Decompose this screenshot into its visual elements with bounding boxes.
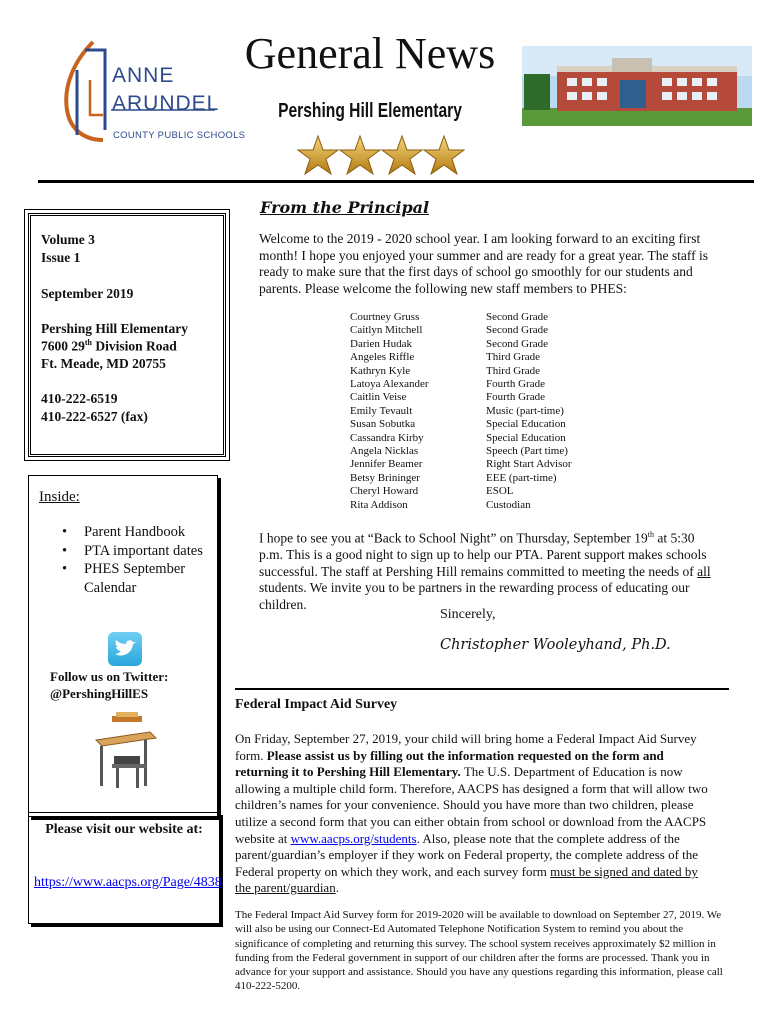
list-item: • Parent Handbook: [62, 523, 212, 542]
sincerely-text: Sincerely,: [440, 607, 496, 622]
logo-text-county: COUNTY PUBLIC SCHOOLS: [113, 130, 246, 141]
staff-name: Emily Tevault: [350, 404, 413, 417]
star-icon: [382, 136, 422, 174]
principal-heading: From the Principal: [260, 198, 430, 217]
staff-name: Courtney Gruss: [350, 311, 420, 323]
school-text: Pershing Hill Elementary: [41, 321, 188, 336]
logo-text-anne: ANNE: [112, 64, 175, 87]
principal-back-to-school-paragraph: I hope to see you at “Back to School Night” on Thursday, September 19th at 5:30 p.m. This is a good night to sign up to help our PTA. Parent support makes schools successful. The staff at Pershing Hill remains committed to meeting the needs of all students. We invite you to be partners in the rewarding process of educating our children.: [259, 530, 711, 612]
twitter-follow-text: [50, 668, 168, 702]
star-icon: [340, 136, 380, 174]
fax-text: 410-222-6527 (fax): [41, 409, 148, 424]
list-item: • PHES September Calendar: [62, 560, 212, 597]
twitter-handle[interactable]: @PershingHillES: [50, 686, 149, 701]
staff-names-list: [350, 311, 429, 512]
staff-role: Fourth Grade: [486, 378, 545, 391]
staff-role: Custodian: [486, 498, 531, 511]
staff-role: Special Education: [486, 418, 566, 431]
staff-name: Cheryl Howard: [350, 485, 419, 498]
aacps-students-link[interactable]: www.aacps.org/students: [290, 830, 417, 846]
info-box: [28, 213, 226, 457]
staff-name: Cassandra Kirby: [350, 431, 424, 444]
staff-role: Special Education: [486, 431, 566, 444]
address-line2: Ft. Meade, MD 20755: [41, 356, 166, 371]
school-name: Pershing Hill Elementary: [278, 100, 462, 122]
stars-row: [296, 130, 466, 180]
staff-role: Fourth Grade: [486, 391, 545, 404]
federal-survey-heading: Federal Impact Aid Survey: [235, 697, 398, 712]
section-divider: [235, 688, 729, 690]
staff-role: Speech (Part time): [486, 445, 568, 458]
list-item: • PTA important dates: [62, 542, 212, 561]
staff-role: Right Start Advisor: [486, 458, 572, 471]
principal-welcome-paragraph: Welcome to the 2019 - 2020 school year. I am looking forward to an exciting first month! I hope you enjoyed your summer and are ready for a great year. The staff is ready to make sure that the first days of school go smoothly for our students and parents. Please welcome the following new staff members to PHES:: [259, 231, 708, 296]
volume-text: Volume 3: [41, 232, 95, 247]
inside-label: Inside:: [39, 489, 80, 505]
staff-role: Second Grade: [486, 324, 549, 337]
staff-role: Second Grade: [486, 337, 549, 350]
follow-label: Follow us on Twitter:: [50, 669, 169, 684]
staff-name: Jennifer Beamer: [350, 458, 423, 471]
inside-list: [62, 523, 212, 597]
staff-role: Third Grade: [486, 351, 541, 364]
staff-role: Third Grade: [486, 364, 541, 377]
staff-name: Caitlyn Mitchell: [350, 324, 423, 337]
date-text: September 2019: [41, 286, 134, 301]
staff-role: EEE (part-time): [486, 471, 557, 484]
website-label: Please visit our website at:: [45, 822, 203, 837]
staff-role: ESOL: [486, 485, 514, 498]
twitter-icon[interactable]: [108, 632, 142, 666]
star-icon: [298, 136, 338, 174]
staff-name: Kathryn Kyle: [350, 364, 411, 377]
staff-roles-list: [486, 311, 572, 512]
staff-name: Darien Hudak: [350, 337, 413, 350]
header-divider: [38, 180, 754, 183]
school-desk-icon: [90, 712, 164, 792]
staff-name: Susan Sobutka: [350, 418, 416, 431]
principal-signature: Christopher Wooleyhand, Ph.D.: [440, 637, 671, 653]
staff-role: Music (part-time): [486, 404, 564, 417]
phone-text: 410-222-6519: [41, 391, 118, 406]
staff-name: Betsy Brininger: [350, 471, 420, 484]
staff-name: Caitlin Veise: [350, 391, 407, 404]
website-link[interactable]: https://www.aacps.org/Page/4838: [34, 875, 222, 890]
staff-name: Angeles Riffle: [350, 351, 415, 364]
federal-survey-paragraph: On Friday, September 27, 2019, your child will bring home a Federal Impact Aid Survey form. Please assist us by filling out the information requested on the form and returning it to Pershing Hill Elementary. The U.S. Department of Education is now allowing a multiple child form. Therefore, AACPS has designed a form that will allow two children’s names for your convenience. Should you have more than two children, please utilize a second form that you can either obtain from school or download from the AACPS website at www.aacps.org/students. Also, please note that the complete address of the parent/guardian’s employer if they work on Federal property, the complete address of the Federal property on which they work, and each survey form must be signed and dated by the parent/guardian.: [235, 731, 708, 896]
staff-name: Angela Nicklas: [350, 445, 419, 458]
staff-name: Rita Addison: [350, 498, 408, 511]
issue-text: Issue 1: [41, 250, 81, 265]
federal-survey-notice: The Federal Impact Aid Survey form for 2019-2020 will be available to download on September 27, 2019. We will also be using our Connect-Ed Automated Telephone Notification System to remind you about the significance of completing and returning this survey. The school system receives approximately $2 million in funding from the Federal government in support of our children after the forms are processed. Thank you in advance for your support and assistance. Should you have any questions regarding this information, please call 410-222-5200.: [235, 909, 723, 993]
staff-role: Second Grade: [486, 311, 549, 323]
school-building-photo: [522, 46, 752, 126]
star-icon: [424, 136, 464, 174]
staff-name: Latoya Alexander: [350, 378, 429, 391]
logo-text-arundel: ARUNDEL: [112, 92, 220, 115]
address-line1: 7600 29th Division Road: [41, 338, 177, 354]
page-title: General News: [244, 29, 496, 78]
